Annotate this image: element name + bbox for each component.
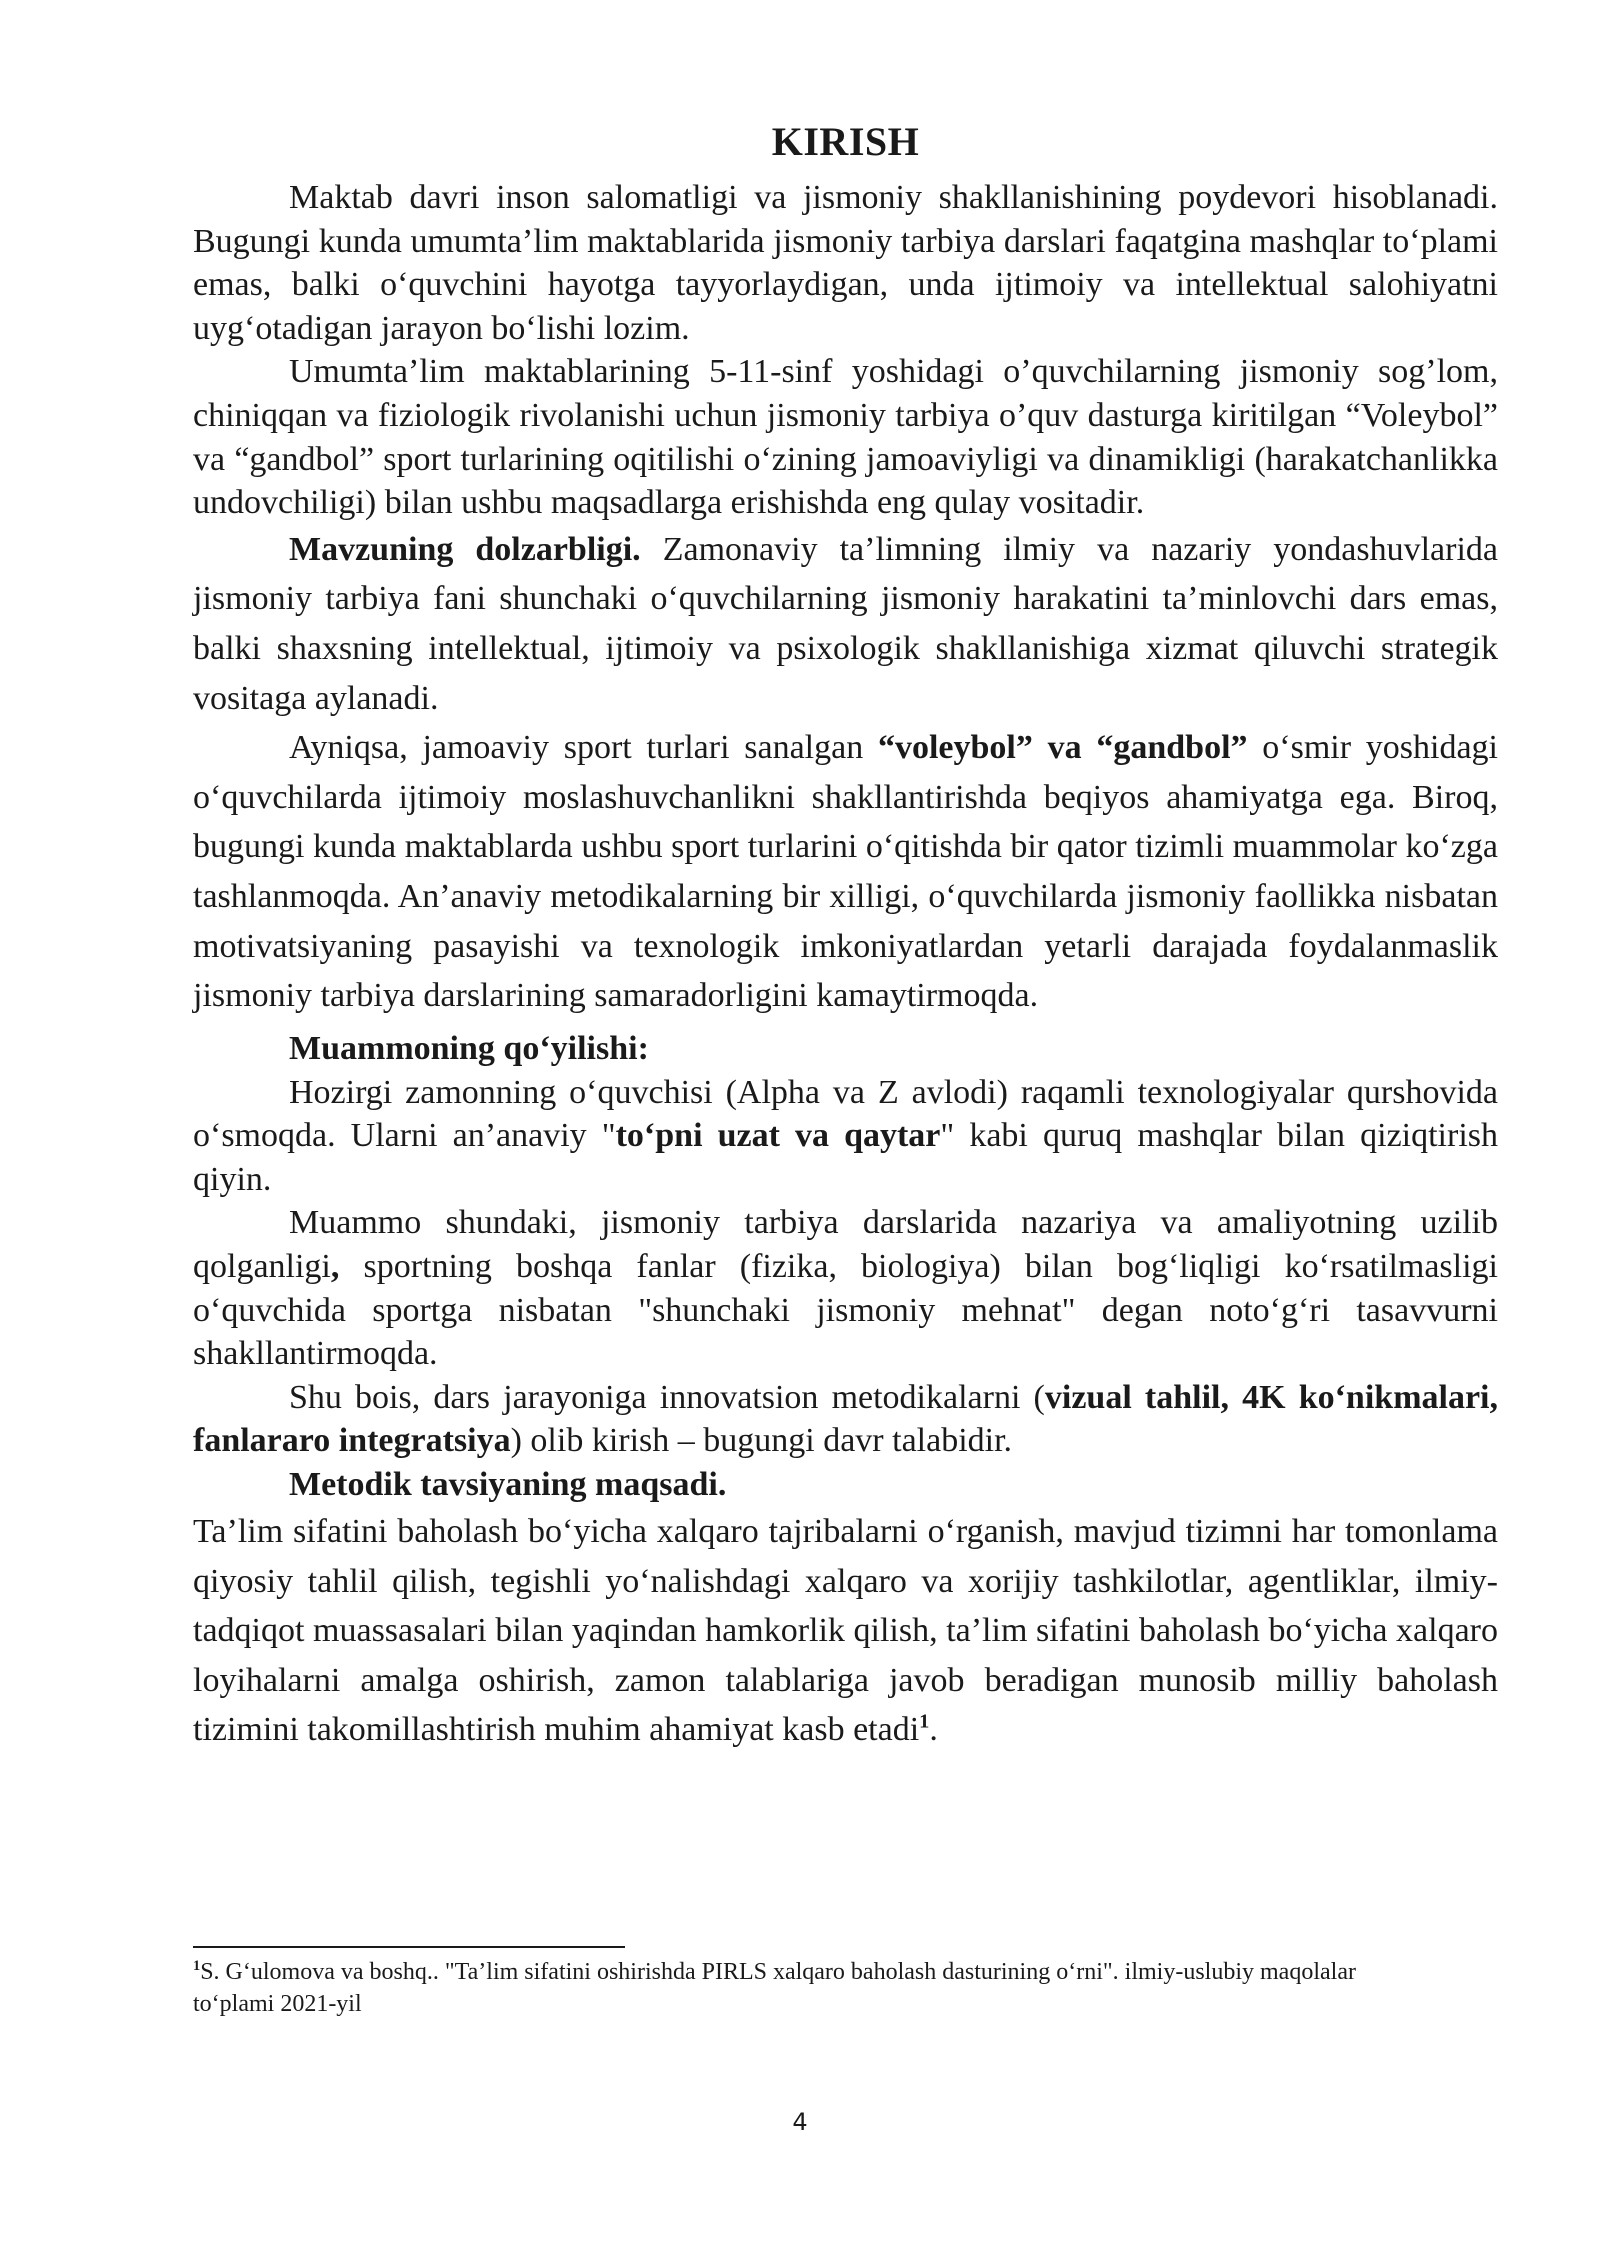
paragraph-sports-curriculum: Umumta’lim maktablarining 5-11-sinf yoshidagi o’quvchilarning jismoniy sog’lom, chiniqqan va fiziologik rivolanishi uchun jismoniy tarbiya o’quv dasturga kiritilgan “Voleybol” va “gandbol” sport turlarining oqitilishi o‘zining jamoaviyligi va dinamikligi (harakatchanlikka undovchiligi) bilan ushbu maqsadlarga erishishda eng qulay vositadir. (193, 353, 1498, 522)
team-sports-bold: “voleybol” va “gandbol” (877, 729, 1248, 767)
footnote-text: S. G‘ulomova va boshq.. "Ta’lim sifatini oshirishda PIRLS xalqaro baholash dasturining o‘rni". ilmiy-uslubiy maqolalar to‘plami 2021-yil (193, 1959, 1356, 2017)
problem-theory-text-1: Muammo shundaki, jismoniy tarbiya darslarida nazariya va amaliyotning uzilib qolganligi (193, 1204, 1498, 1286)
paragraph-intro: Maktab davri inson salomatligi va jismoniy shakllanishining poydevori hisoblanadi. Bugungi kunda umumta’lim maktablarida jismoniy tarbiya darslari faqatgina mashqlar to‘plami emas, balki o‘quvchini hayotga tayyorlaydigan, unda ijtimoiy va intellektual salohiyatni uyg‘otadigan jarayon bo‘lishi lozim. (193, 179, 1498, 347)
relevance-text: Zamonaviy ta’limning ilmiy va nazariy yondashuvlarida jismoniy tarbiya fani shunchaki o‘quvchilarning jismoniy harakatini ta’minlovchi dars emas, balki shaxsning intellektual, ijtimoiy va psixologik shakllanishiga xizmat qiluvchi strategik vositaga aylanadi. (193, 530, 1499, 717)
page-number: 4 (792, 2108, 808, 2136)
footnote (193, 1956, 1423, 2020)
problem-heading: Muammoning qo‘yilishi: (289, 1029, 649, 1067)
page-title: KIRISH (771, 119, 920, 164)
paragraph-relevance (193, 525, 1498, 723)
problem-theory-text-2: sportning boshqa fanlar (fizika, biologiya) bilan bog‘liqligi ko‘rsatilmasligi o‘quvchida sportga nisbatan "shunchaki jismoniy mehnat" degan noto‘g‘ri tasavvurni shakllantirmoqda. (193, 1248, 1498, 1373)
goal-text-end: . (929, 1711, 938, 1749)
paragraph-goal (193, 1507, 1498, 1755)
problem-students-text-2: " kabi quruq mashqlar bilan qiziqtirish qiyin. (193, 1117, 1498, 1198)
innovation-text-2: ) olib kirish – bugungi davr talabidir. (510, 1422, 1013, 1460)
innovation-text-1: Shu bois, dars jarayoniga innovatsion metodikalarni ( (289, 1378, 1045, 1416)
paragraph-innovation (193, 1376, 1498, 1463)
problem-students-bold: to‘pni uzat va qaytar (615, 1117, 941, 1155)
footnote-separator (193, 1946, 625, 1948)
paragraph-problem-students (193, 1071, 1498, 1202)
footnote-reference: 1 (919, 1711, 930, 1734)
paragraph-problem-theory (193, 1201, 1498, 1375)
footnote-mark: 1 (193, 1958, 201, 1974)
goal-text: Ta’lim sifatini baholash bo‘yicha xalqaro tajribalarni o‘rganish, mavjud tizimni har tomonlama qiyosiy tahlil qilish, tegishli yo‘nalishdagi xalqaro va xorijiy tashkilotlar, agentliklar, ilmiy-tadqiqot muassasalari bilan yaqindan hamkorlik qilish, ta’lim sifatini baholash bo‘yicha xalqaro loyihalarni amalga oshirish, zamon talablariga javob beradigan munosib milliy baholash tizimini takomillashtirish muhim ahamiyat kasb etadi (193, 1513, 1498, 1749)
relevance-heading: Mavzuning dolzarbligi. (289, 530, 641, 568)
team-sports-text-1: Ayniqsa, jamoaviy sport turlari sanalgan (289, 729, 878, 767)
paragraph-team-sports (193, 723, 1498, 1021)
problem-students-text-1: Hozirgi zamonning o‘quvchisi (Alpha va Z avlodi) raqamli texnologiyalar qurshovida o‘smoqda. Ularni an’anaviy " (193, 1073, 1498, 1155)
team-sports-text-2: o‘smir yoshidagi o‘quvchilarda ijtimoiy moslashuvchanlikni shakllantirishda beqiyos ahamiyatga ega. Biroq, bugungi kunda maktablarda ushbu sport turlarini o‘qitishda bir qator tizimli muammolar ko‘zga tashlanmoqda. An’anaviy metodikalarning bir xilligi, o‘quvchilarda jismoniy faollikka nisbatan motivatsiyaning pasayishi va texnologik imkoniyatlardan yetarli darajada foydalanmaslik jismoniy tarbiya darslarining samaradorligini kamaytirmoqda. (193, 729, 1499, 1015)
problem-theory-bold: , (330, 1248, 340, 1286)
goal-heading: Metodik tavsiyaning maqsadi. (289, 1466, 727, 1504)
innovation-bold: vizual tahlil, 4K ko‘nikmalari, fanlararo integratsiya (193, 1378, 1499, 1460)
